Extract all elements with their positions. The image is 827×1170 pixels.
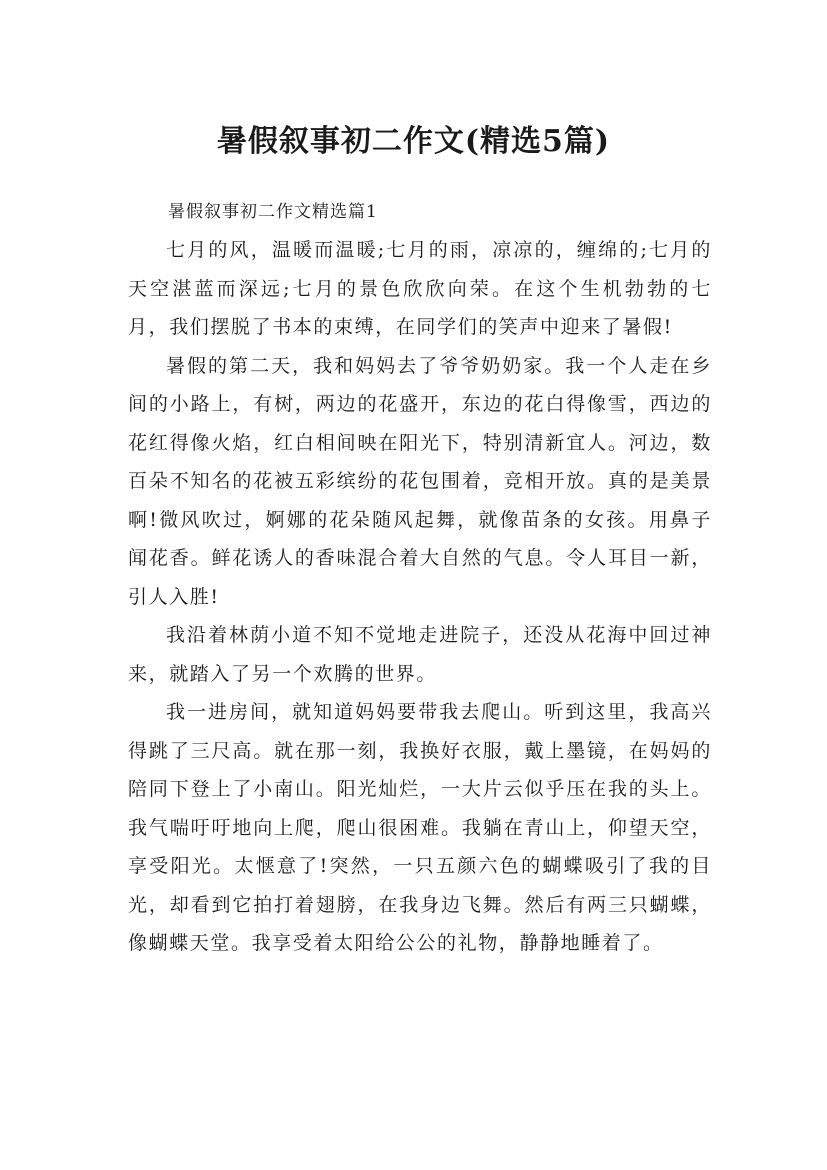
document-title: 暑假叙事初二作文(精选5篇)	[216, 124, 611, 160]
section-heading: 暑假叙事初二作文精选篇1	[168, 202, 378, 222]
paragraph-2: 暑假的第二天，我和妈妈去了爷爷奶奶家。我一个人走在乡间的小路上，有树，两边的花盛开，东边的花白得像雪，西边的花红得像火焰，红白相间映在阳光下，特别清新宜人。河边，数百朵不知名的花被五彩缤纷的花包围着，竞相开放。真的是美景啊!微风吹过，婀娜的花朵随风起舞，就像苗条的女孩。用鼻子闻花香。鲜花诱人的香味混合着大自然的气息。令人耳目一新，引人入胜!	[128, 354, 712, 608]
paragraph-3: 我沿着林荫小道不知不觉地走进院子，还没从花海中回过神来，就踏入了另一个欢腾的世界。	[128, 624, 712, 685]
paragraph-1: 七月的风，温暖而温暖;七月的雨，凉凉的，缠绵的;七月的天空湛蓝而深远;七月的景色欣欣向荣。在这个生机勃勃的七月，我们摆脱了书本的束缚，在同学们的笑声中迎来了暑假!	[128, 239, 712, 338]
paragraph-4: 我一进房间，就知道妈妈要带我去爬山。听到这里，我高兴得跳了三尺高。就在那一刻，我换好衣服，戴上墨镜，在妈妈的陪同下登上了小南山。阳光灿烂，一大片云似乎压在我的头上。我气喘吁吁地向上爬，爬山很困难。我躺在青山上，仰望天空，享受阳光。太惬意了!突然，一只五颜六色的蝴蝶吸引了我的目光，却看到它拍打着翅膀，在我身边飞舞。然后有两三只蝴蝶，像蝴蝶天堂。我享受着太阳给公公的礼物，静静地睡着了。	[128, 701, 712, 954]
article-body	[128, 193, 712, 963]
